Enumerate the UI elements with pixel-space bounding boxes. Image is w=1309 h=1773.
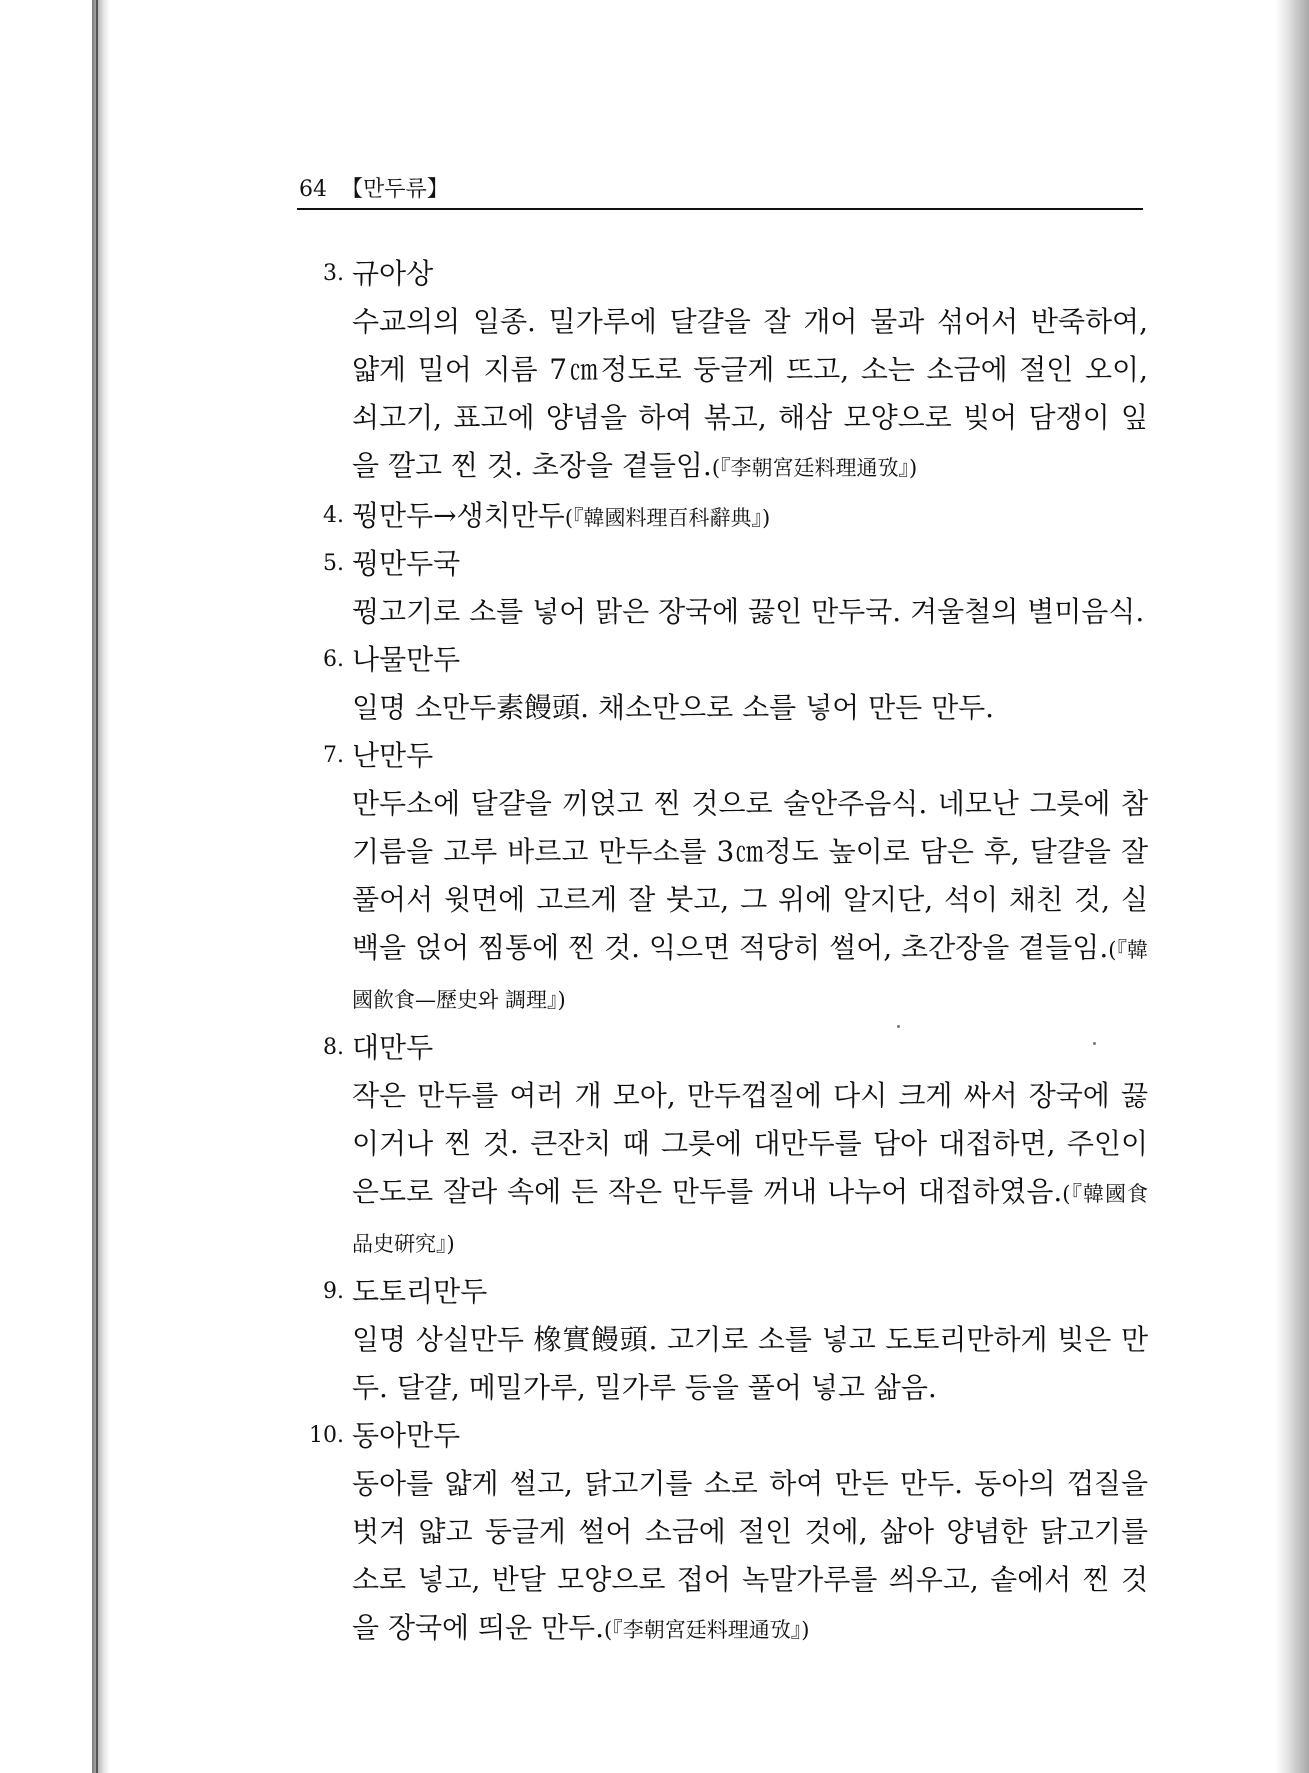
entry-text: 만두소에 달걀을 끼얹고 찐 것으로 술안주음식. 네모난 그릇에 참기름을 고루 바르고 만두소를 3㎝정도 높이로 담은 후, 달걀을 잘 풀어서 윗면에 고르게 잘 붓고, 그 위에 알지단, 석이 채친 것, 실백을 얹어 찜통에 찐 것. 익으면 적당히 썰어, 초간장을 곁들임. bbox=[352, 787, 1148, 964]
entry-number: 10. bbox=[309, 1423, 344, 1448]
entry-list bbox=[296, 250, 1148, 1654]
entry-source: (『李朝宮廷料理通攷』) bbox=[711, 456, 918, 480]
entry-heading bbox=[296, 250, 1148, 298]
entry-text: 일명 상실만두 橡實饅頭. 고기로 소를 넣고 도토리만하게 빚은 만두. 달걀, 메밀가루, 밀가루 등을 풀어 넣고 삶음. bbox=[352, 1323, 1148, 1404]
entry-body bbox=[352, 1316, 1148, 1412]
entry-title: 꿩만두→생치만두 bbox=[352, 499, 565, 532]
entry-source: (『韓國食品史硏究』) bbox=[352, 1182, 1148, 1256]
entry-text: 작은 만두를 여러 개 모아, 만두껍질에 다시 크게 싸서 장국에 끓이거나 찐 것. 큰잔치 때 그릇에 대만두를 담아 대접하면, 주인이 은도로 잘라 속에 든 작은 만두를 꺼내 나누어 대접하였음. bbox=[352, 1079, 1148, 1208]
running-head bbox=[299, 172, 449, 203]
entry-text: 일명 소만두素饅頭. 채소만으로 소를 넣어 만든 만두. bbox=[352, 691, 995, 724]
scan-speck bbox=[1093, 1042, 1096, 1045]
entry-text: 꿩고기로 소를 넣어 맑은 장국에 끓인 만두국. 겨울철의 별미음식. bbox=[352, 595, 1145, 628]
scan-speck bbox=[897, 1025, 900, 1028]
section-title: 【만두류】 bbox=[341, 177, 449, 202]
entry-heading bbox=[296, 1268, 1148, 1316]
entry-source: (『韓國料理百科辭典』) bbox=[564, 506, 771, 530]
entry-title: 대만두 bbox=[352, 1031, 434, 1064]
entry-title: 나물만두 bbox=[352, 643, 461, 676]
entry-body bbox=[352, 588, 1148, 636]
entry-10 bbox=[296, 1412, 1148, 1654]
entry-6 bbox=[296, 636, 1148, 732]
entry-heading bbox=[296, 540, 1148, 588]
entry-text: 수교의의 일종. 밀가루에 달걀을 잘 개어 물과 섞어서 반죽하여, 얇게 밀어 지름 7㎝정도로 둥글게 뜨고, 소는 소금에 절인 오이, 쇠고기, 표고에 양념을 하여 볶고, 해삼 모양으로 빚어 담쟁이 잎을 깔고 찐 것. 초장을 곁들임. bbox=[352, 305, 1148, 482]
page-binding-edge bbox=[92, 0, 110, 1773]
entry-number: 6. bbox=[323, 647, 344, 672]
entry-number: 4. bbox=[323, 503, 344, 528]
entry-number: 8. bbox=[323, 1035, 344, 1060]
entry-body bbox=[352, 298, 1148, 492]
entry-4 bbox=[296, 492, 1148, 540]
entry-number: 5. bbox=[323, 551, 344, 576]
entry-7 bbox=[296, 732, 1148, 1024]
page-right-shadow bbox=[1275, 0, 1309, 1773]
entry-body bbox=[352, 1072, 1148, 1268]
entry-heading bbox=[296, 1024, 1148, 1072]
entry-8 bbox=[296, 1024, 1148, 1268]
entry-9 bbox=[296, 1268, 1148, 1412]
entry-title: 규아상 bbox=[352, 257, 434, 290]
entry-heading bbox=[296, 492, 1148, 540]
entry-title: 난만두 bbox=[352, 739, 434, 772]
page-number: 64 bbox=[299, 177, 327, 202]
entry-body bbox=[352, 684, 1148, 732]
entry-heading bbox=[296, 732, 1148, 780]
entry-number: 7. bbox=[323, 743, 344, 768]
entry-title: 동아만두 bbox=[352, 1419, 461, 1452]
entry-heading bbox=[296, 636, 1148, 684]
entry-body bbox=[352, 780, 1148, 1024]
header-rule bbox=[297, 208, 1143, 210]
page-binding-line bbox=[96, 0, 98, 1773]
entry-source: (『韓國飮食—歷史와 調理』) bbox=[352, 938, 1148, 1012]
entry-title: 꿩만두국 bbox=[352, 547, 461, 580]
entry-title: 도토리만두 bbox=[352, 1275, 488, 1308]
entry-source: (『李朝宮廷料理通攷』) bbox=[604, 1618, 810, 1642]
entry-text: 동아를 얇게 썰고, 닭고기를 소로 하여 만든 만두. 동아의 껍질을 벗겨 얇고 둥글게 썰어 소금에 절인 것에, 삶아 양념한 닭고기를 소로 넣고, 반달 모양으로 접어 녹말가루를 씌우고, 솥에서 찐 것을 장국에 띄운 만두. bbox=[352, 1467, 1148, 1644]
entry-number: 9. bbox=[323, 1279, 344, 1304]
entry-number: 3. bbox=[323, 261, 344, 286]
entry-3 bbox=[296, 250, 1148, 492]
entry-5 bbox=[296, 540, 1148, 636]
entry-body bbox=[352, 1460, 1148, 1654]
entry-heading bbox=[296, 1412, 1148, 1460]
